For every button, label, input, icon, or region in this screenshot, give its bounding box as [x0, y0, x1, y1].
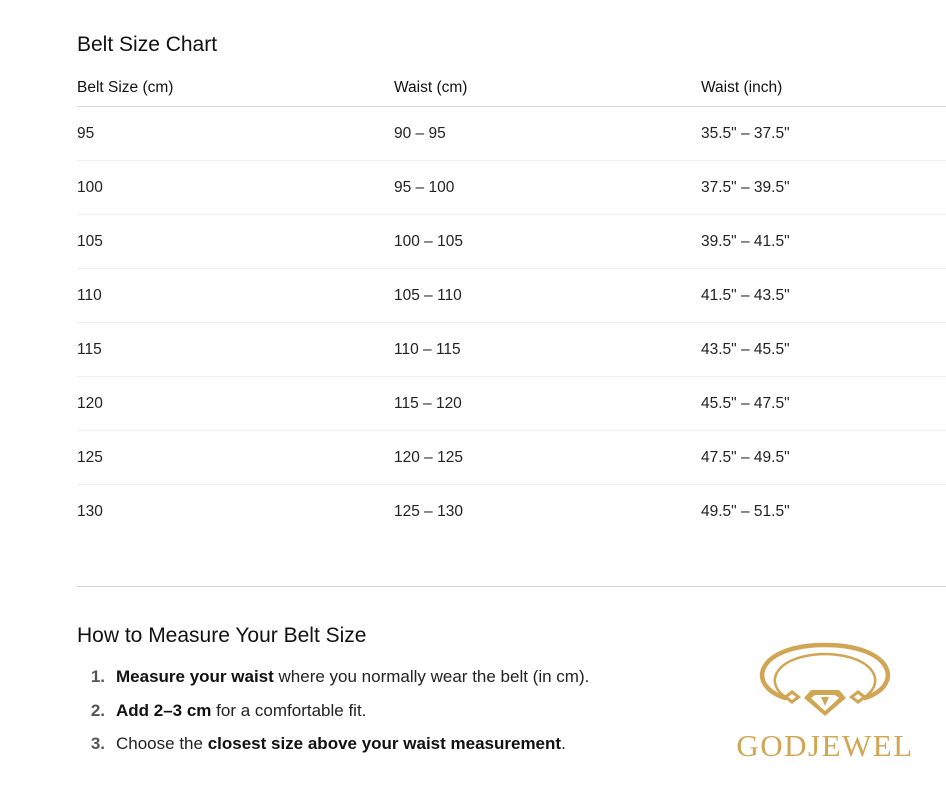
cell-belt-size: 125 — [77, 431, 394, 485]
page-title: Belt Size Chart — [77, 33, 218, 56]
cell-waist-inch: 35.5" – 37.5" — [701, 107, 946, 161]
table-row — [77, 485, 946, 539]
table-row — [77, 323, 946, 377]
step-text: for a comfortable fit. — [211, 700, 367, 720]
cell-waist-cm: 125 – 130 — [394, 502, 463, 520]
cell-waist-cm: 110 – 115 — [394, 323, 701, 377]
cell-waist-inch: 39.5" – 41.5" — [701, 215, 946, 269]
cell-belt-size: 95 — [77, 107, 394, 161]
list-item — [77, 697, 589, 731]
step-number: 2. — [90, 700, 105, 720]
cell-waist-inch: 47.5" – 49.5" — [701, 431, 946, 485]
cell-waist-cm: 115 – 120 — [394, 377, 701, 431]
step-text: . — [561, 734, 566, 753]
header-belt-size: Belt Size (cm) — [77, 70, 394, 107]
brand-logo: GODJEWEL — [736, 728, 914, 763]
cell-belt-size: 105 — [77, 215, 394, 269]
cell-belt-size: 100 — [77, 161, 394, 215]
measure-steps-list — [77, 663, 589, 764]
belt-size-table — [77, 70, 946, 538]
cell-waist-cm: 105 – 110 — [394, 269, 701, 323]
cell-belt-size: 115 — [77, 323, 394, 377]
table-row — [77, 107, 946, 161]
table-row — [77, 377, 946, 431]
section-title: How to Measure Your Belt Size — [77, 624, 367, 647]
cell-waist-cm: 120 – 125 — [394, 431, 701, 485]
list-item — [77, 730, 589, 764]
header-waist-inch: Waist (inch) — [701, 70, 946, 107]
header-waist-cm: Waist (cm) — [394, 70, 701, 107]
cell-waist-cm: 100 – 105 — [394, 215, 701, 269]
cell-belt-size: 110 — [77, 269, 394, 323]
step-number: 3. — [90, 734, 105, 753]
step-bold: Add 2–3 cm — [116, 700, 212, 720]
step-number: 1. — [90, 667, 105, 686]
cell-waist-cm: 90 – 95 — [394, 107, 701, 161]
section-divider — [77, 586, 946, 587]
cell-belt-size: 130 — [77, 502, 103, 520]
step-text: where you normally wear the belt (in cm). — [273, 667, 590, 686]
step-pre: Choose the — [116, 734, 208, 753]
table-row — [77, 269, 946, 323]
table-row — [77, 431, 946, 485]
cell-waist-inch: 43.5" – 45.5" — [701, 323, 946, 377]
table-row — [77, 161, 946, 215]
cell-waist-cm: 95 – 100 — [394, 161, 701, 215]
table-row — [77, 215, 946, 269]
list-item — [77, 663, 589, 697]
cell-waist-inch: 37.5" – 39.5" — [701, 161, 946, 215]
cell-belt-size: 120 — [77, 377, 394, 431]
step-bold: Measure your waist — [116, 667, 274, 686]
cell-waist-inch: 41.5" – 43.5" — [701, 269, 946, 323]
step-bold: closest size above your waist measurement — [207, 734, 562, 753]
cell-waist-inch: 45.5" – 47.5" — [701, 377, 946, 431]
cell-waist-inch: 49.5" – 51.5" — [701, 502, 790, 520]
table-header-row — [77, 70, 946, 107]
